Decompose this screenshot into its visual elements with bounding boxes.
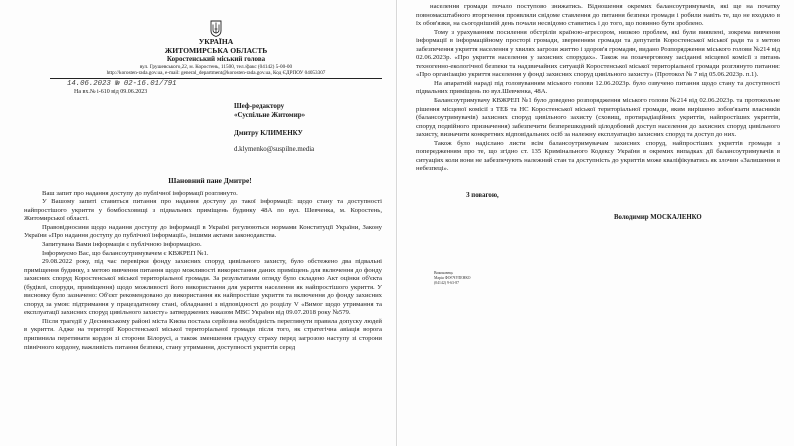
signature-name: Володимир МОСКАЛЕНКО	[614, 213, 702, 221]
header-office: Коростенський міський голова	[166, 55, 266, 63]
incoming-reference: На вх.№ і-610 від 09.06.2023	[74, 88, 148, 95]
executor-note	[434, 271, 780, 286]
outgoing-number-stamp: 14.06.2023 № 02-16.01/791	[67, 79, 177, 88]
paragraph: Ваш запит про надання доступу до публічної інформації розглянуто.	[42, 189, 238, 197]
registration-line	[24, 79, 382, 95]
letterhead	[50, 20, 382, 79]
header-country: УКРАЇНА	[198, 37, 234, 46]
letter-body-page-2	[416, 3, 780, 174]
paragraph: Інформуємо Вас, що балансоутримувачем є КВЖРЕП №1.	[42, 249, 209, 257]
paragraph: Після трагедії у Деснянському районі міста Києва постала серйозна необхідність переглянути правила допуску людей в укриття. Адже на території Коростенської міської територіальної громади після того, як стратегічна авіація ворога припинила перетинати кордон зі сторони Білорусі, а також зменшення градусу страху перед загрозою наступу зі сторони північного кордону, важливість питання безпеки, стану утримання, доступності укриттів серед	[24, 317, 382, 351]
addressee-block	[234, 102, 382, 154]
addressee-email: d.klymenko@suspilne.media	[234, 145, 315, 153]
executor-phone: (04142) 9-63-87	[434, 280, 459, 285]
executor-label: Виконавець	[434, 270, 454, 275]
salutation: Шановний пане Дмитре!	[168, 175, 252, 185]
header-contacts: http://korosten-rada.gov.ua, e-mail: general_department@korosten-rada.gov.ua, Код ЄДРПОУ 04053307	[50, 70, 382, 79]
letter-page-2	[398, 0, 794, 446]
header-address: вул. Грушевського,22, м. Коростень, 11500, тел./факс (04142) 5-00-00	[139, 63, 293, 70]
paragraph: На апаратній нараді під головуванням міського голови 12.06.2023р. було озвучено питання щодо стану та доступності підвальних приміщень по вул.Шевченка, 48А.	[416, 79, 780, 96]
header-region: ЖИТОМИРСЬКА ОБЛАСТЬ	[164, 45, 268, 55]
paragraph: Запитувана Вами інформація є публічною інформацією.	[42, 240, 202, 248]
paragraph: У Вашому запиті ставиться питання про надання доступу до такої інформації: щодо стану та доступності найпростішого укриття у бомбосховищі з підвальних приміщень будинку 48А по вул. Шевченка, м. Коростень, Житомирської області.	[24, 198, 382, 223]
addressee-outlet: «Суспільне Житомир»	[234, 110, 306, 119]
paragraph: Також було надіслано листи всім балансоутримувачам захисних споруд, найпростіших укриттів громади з попередженням про те, що згідно ст. 135 Кримінального Кодексу України в окремих випадках дії балансоутримувачів в ситуаціях коли вони не забезпечують належний стан та доступність до укриттів може кваліфікуватись як злочин «Залишення в небезпеці».	[416, 139, 780, 173]
trident-emblem-icon	[210, 20, 222, 37]
paragraph: Тому з урахуванням посилення обстрілів країною-агресором, низкою проблем, які були виявлені, зокрема вивчення інформації в інформаційному просторі громади, зверненням громади та депутатів Коростенської міської ради та з метою забезпечення укриття населення у хвилях загрози життю і здоров'я громадян, видано Розпорядження міського голови №214 від 02.06.2023р. «Про укриття населення у захисних спорудах». Також на позачерговому засіданні місцевої комісії з питань техногенно-екологічної безпеки та надзвичайних ситуацій Коростенської міської територіальної громади розглянуто питання: «Про організацію укриття населення у фонді захисних споруд цивільного захисту» (Протокол № 7 від 05.06.2023р. п.1).	[416, 28, 780, 79]
closing-phrase: З повагою,	[466, 191, 499, 199]
paragraph: Правовідносини щодо надання доступу до інформації в Україні регулюються нормами Конституції України, Закону України «Про надання доступу до публічної інформації», іншими актами законодавства.	[24, 223, 382, 240]
paragraph: 29.08.2022 року, під час перевірки фонду захисних споруд цивільного захисту, було обстежено два підвальні приміщення будинку, з метою вивчення питання щодо можливості використання даних приміщень для включення до фонду захисних споруд Коростенської міської територіальної громади. За результатами огляду було складено Акт оцінки об'єкта (будівлі, споруди, приміщення) щодо можливості його використання для укриття населення як найпростішого укриття. У висновку було зазначено: Об'єкт рекомендовано до використання як найпростіше укриття та включення до фонду захисних споруд за умов: підтримання у працездатному стані, обладнанні з відповідності до розділу V «Вимог щодо утримання та експлуатації захисних споруд цивільного захисту» затверджених наказом МВС України від 09.07.2018 року №579.	[24, 258, 382, 317]
executor-name: Марія ФОЄЧУЛЕНКО	[434, 275, 471, 280]
paragraph: населення громади почало поступово знижатись. Відношення окремих балансоутримувачів, які ще на початку повномасштабного вторгнення проявляли свідоме ставлення до питання безпеки громади і робили навіть те, що не входило в їх обов'язки, на сьогоднішній день почали несвідомо ставитись і до того, що повинно бути зроблено.	[416, 3, 780, 28]
paragraph: Балансоутримувачу КВЖРЕП №1 було доведено розпорядження міського голови №214 від 02.06.2023р. та протокольне рішення місцевої комісії з ТЕБ та НС Коростенської міської територіальної громади, яким вирішено зобов'язати власників (балансоутримувачів) захисних споруд цивільного захисту (сховищ, протирадіаційних укриттів, найпростіших укриттів, споруд подвійного призначення) забезпечити безперешкодний цілодобовий доступ населення до захисних споруд цивільного захисту, визначити конкретних відповідальних осіб за належну експлуатацію захисних споруд та доступ до них.	[416, 97, 780, 139]
addressee-role: Шеф-редактору	[234, 101, 285, 110]
letter-body-page-1	[24, 190, 382, 352]
addressee-name: Дмитру КЛИМЕНКУ	[234, 128, 303, 137]
